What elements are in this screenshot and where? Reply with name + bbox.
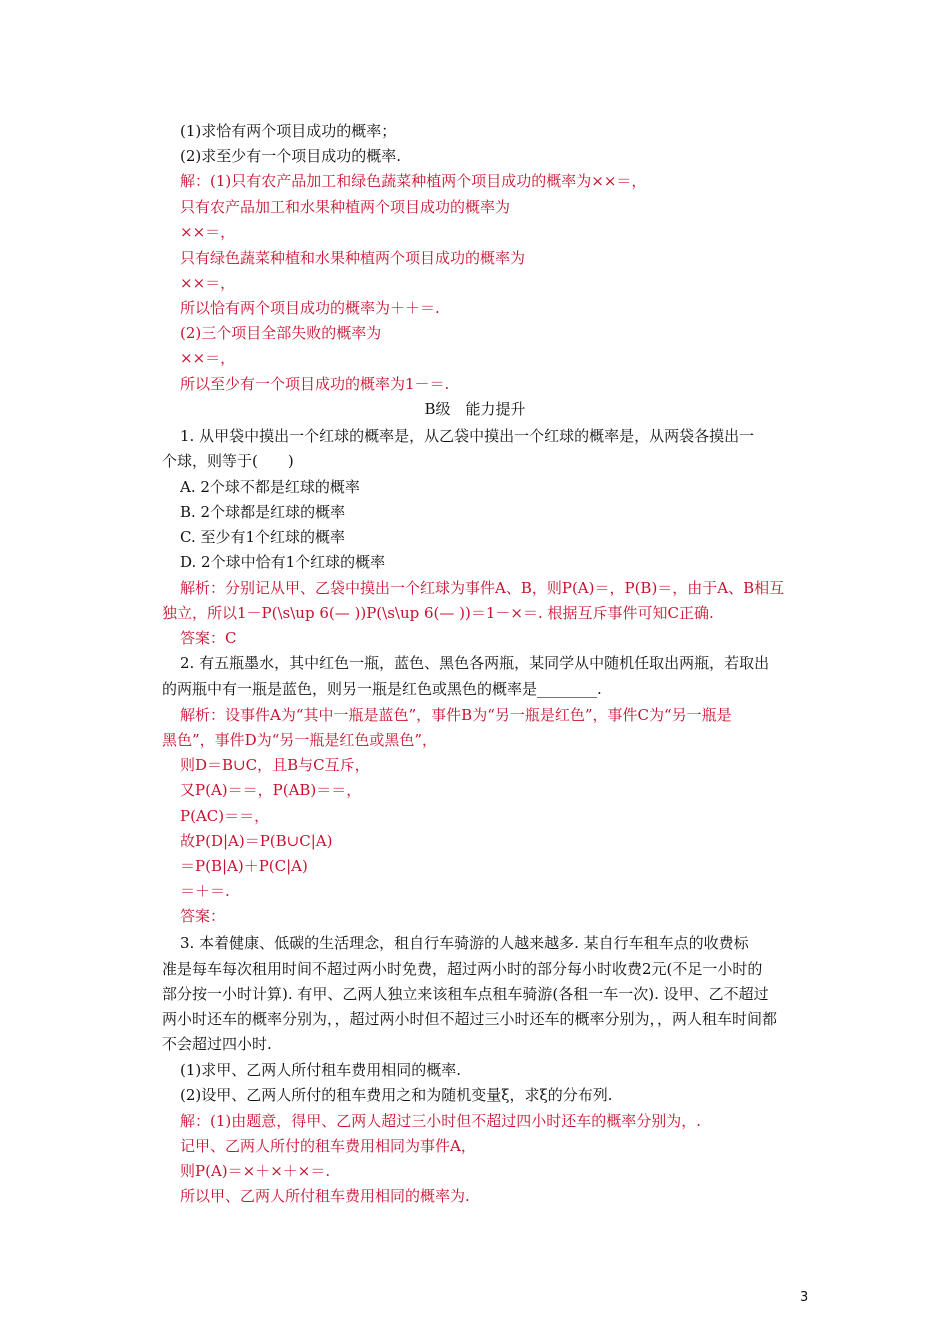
text-line: P(AC)＝＝， xyxy=(180,807,270,825)
text-line: 解析：分别记从甲、乙袋中摸出一个红球为事件A、B，则P(A)＝，P(B)＝，由于A、B相互 xyxy=(180,579,785,597)
text-line: 答案：C xyxy=(180,629,237,647)
text-line: ＝＋＝. xyxy=(180,882,230,900)
page-number: 3 xyxy=(800,1290,809,1305)
text-line: 记甲、乙两人所付的租车费用相同为事件A， xyxy=(180,1137,476,1155)
text-line: ××＝， xyxy=(180,223,236,241)
text-line: 解析：设事件A为“其中一瓶是蓝色”，事件B为“另一瓶是红色”，事件C为“另一瓶是 xyxy=(180,706,732,724)
text-line: ××＝， xyxy=(180,274,236,292)
text-line: (2)三个项目全部失败的概率为 xyxy=(180,324,382,342)
text-line: 解：(1)由题意，得甲、乙两人超过三小时但不超过四小时还车的概率分别为，. xyxy=(180,1112,702,1130)
text-line: 的两瓶中有一瓶是蓝色，则另一瓶是红色或黑色的概率是________. xyxy=(162,680,602,698)
text-line: ××＝， xyxy=(180,349,236,367)
text-line: (2)设甲、乙两人所付的租车费用之和为随机变量ξ，求ξ的分布列. xyxy=(180,1086,613,1104)
text-line: 2. 有五瓶墨水，其中红色一瓶，蓝色、黑色各两瓶，某同学从中随机任取出两瓶，若取出 xyxy=(180,654,770,672)
text-line: 所以恰有两个项目成功的概率为＋＋＝. xyxy=(180,299,440,317)
text-line: 只有绿色蔬菜种植和水果种植两个项目成功的概率为 xyxy=(180,249,526,267)
text-line: 部分按一小时计算). 有甲、乙两人独立来该租车点租车骑游(各租一车一次). 设甲、乙不超过 xyxy=(162,985,769,1003)
text-line: 准是每车每次租用时间不超过两小时免费，超过两小时的部分每小时收费2元(不足一小时的 xyxy=(162,960,763,978)
text-line: A. 2个球不都是红球的概率 xyxy=(180,478,360,496)
text-line: C. 至少有1个红球的概率 xyxy=(180,528,346,546)
text-line: (2)求至少有一个项目成功的概率. xyxy=(180,147,402,165)
text-line: 所以至少有一个项目成功的概率为1－＝. xyxy=(180,375,450,393)
text-line: 所以甲、乙两人所付租车费用相同的概率为. xyxy=(180,1187,470,1205)
text-line: 只有农产品加工和水果种植两个项目成功的概率为 xyxy=(180,198,511,216)
text-line: 答案： xyxy=(180,907,226,925)
text-line: 独立，所以1－P(\s\up 6(— ))P(\s\up 6(— ))＝1－×＝. 根据互斥事件可知C正确. xyxy=(162,604,714,622)
text-line: 故P(D|A)＝P(B∪C|A) xyxy=(180,832,333,850)
text-line: 不会超过四小时. xyxy=(162,1035,272,1053)
text-line: 则D＝B∪C，且B与C互斥， xyxy=(180,756,370,774)
text-line: ＝P(B|A)＋P(C|A) xyxy=(180,857,308,875)
text-line: 解：(1)只有农产品加工和绿色蔬菜种植两个项目成功的概率为××＝， xyxy=(180,172,647,190)
text-line: D. 2个球中恰有1个红球的概率 xyxy=(180,553,386,571)
section-heading: B级 能力提升 xyxy=(424,400,526,418)
text-line: 1. 从甲袋中摸出一个红球的概率是，从乙袋中摸出一个红球的概率是，从两袋各摸出一 xyxy=(180,427,755,445)
text-line: 个球，则等于( ) xyxy=(162,452,294,470)
text-line: (1)求恰有两个项目成功的概率； xyxy=(180,122,397,140)
text-line: 黑色”，事件D为“另一瓶是红色或黑色”， xyxy=(162,731,438,749)
text-line: B. 2个球都是红球的概率 xyxy=(180,503,346,521)
text-line: 3. 本着健康、低碳的生活理念，租自行车骑游的人越来越多. 某自行车租车点的收费标 xyxy=(180,934,749,952)
text-line: 两小时还车的概率分别为，，超过两小时但不超过三小时还车的概率分别为，，两人租车时间都 xyxy=(162,1010,778,1028)
text-line: (1)求甲、乙两人所付租车费用相同的概率. xyxy=(180,1061,462,1079)
text-line: 则P(A)＝×＋×＋×＝. xyxy=(180,1162,331,1180)
text-line: 又P(A)＝＝，P(AB)＝＝， xyxy=(180,781,362,799)
